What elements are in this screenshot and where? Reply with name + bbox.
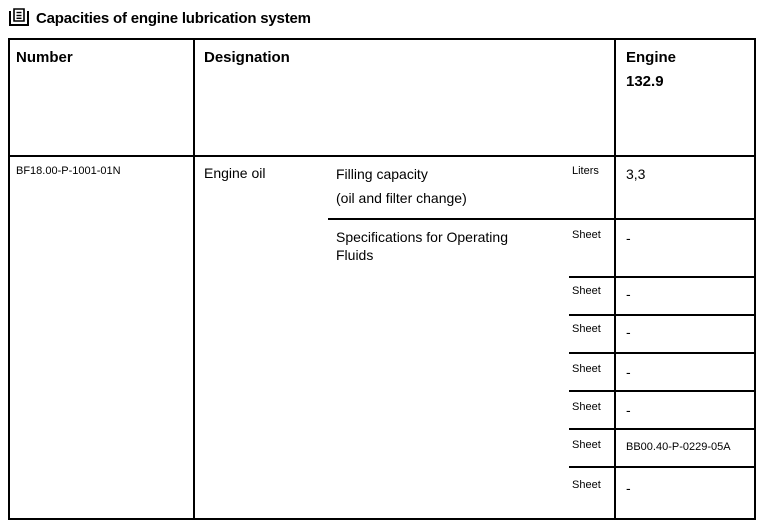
item-8-unit: Sheet <box>572 479 601 491</box>
table-border-right <box>754 38 756 520</box>
table-border-bottom <box>8 518 756 520</box>
header-number: Number <box>16 49 73 66</box>
item-6-unit: Sheet <box>572 401 601 413</box>
item-4-unit: Sheet <box>572 323 601 335</box>
row-divider-3 <box>569 314 756 316</box>
book-icon <box>8 8 30 28</box>
row-divider-2 <box>569 276 756 278</box>
item-6-value: - <box>626 402 631 418</box>
item-2-desc-line2: Fluids <box>336 247 374 263</box>
item-4-value: - <box>626 324 631 340</box>
item-1-value: 3,3 <box>626 166 646 182</box>
item-2-value: - <box>626 230 631 246</box>
item-8-value: - <box>626 480 631 496</box>
page-title: Capacities of engine lubrication system <box>36 9 311 27</box>
row-divider-7 <box>569 466 756 468</box>
item-3-unit: Sheet <box>572 285 601 297</box>
header-divider <box>8 155 756 157</box>
item-5-unit: Sheet <box>572 363 601 375</box>
header-engine-model: 132.9 <box>626 73 664 90</box>
item-3-value: - <box>626 286 631 302</box>
row-divider-4 <box>569 352 756 354</box>
header-engine: Engine <box>626 49 677 66</box>
table-border-left <box>8 38 10 520</box>
item-2-unit: Sheet <box>572 229 601 241</box>
item-5-value: - <box>626 364 631 380</box>
item-2-desc-line1: Specifications for Operating <box>336 229 508 245</box>
doc-number: BF18.00-P-1001-01N <box>16 165 121 177</box>
table-border-top <box>8 38 756 40</box>
designation-engine-oil: Engine oil <box>204 165 266 181</box>
col-divider-engine <box>614 38 616 520</box>
item-1-desc-line2: (oil and filter change) <box>336 190 467 206</box>
row-divider-6 <box>569 428 756 430</box>
page-title-row <box>8 6 311 30</box>
item-1-desc-line1: Filling capacity <box>336 166 428 182</box>
item-7-value: BB00.40-P-0229-05A <box>626 441 731 453</box>
col-divider-number <box>193 38 195 520</box>
header-designation: Designation <box>204 49 290 66</box>
item-7-unit: Sheet <box>572 439 601 451</box>
capacities-table <box>8 38 756 520</box>
item-1-unit: Liters <box>572 165 599 177</box>
row-divider-1 <box>328 218 756 220</box>
row-divider-5 <box>569 390 756 392</box>
